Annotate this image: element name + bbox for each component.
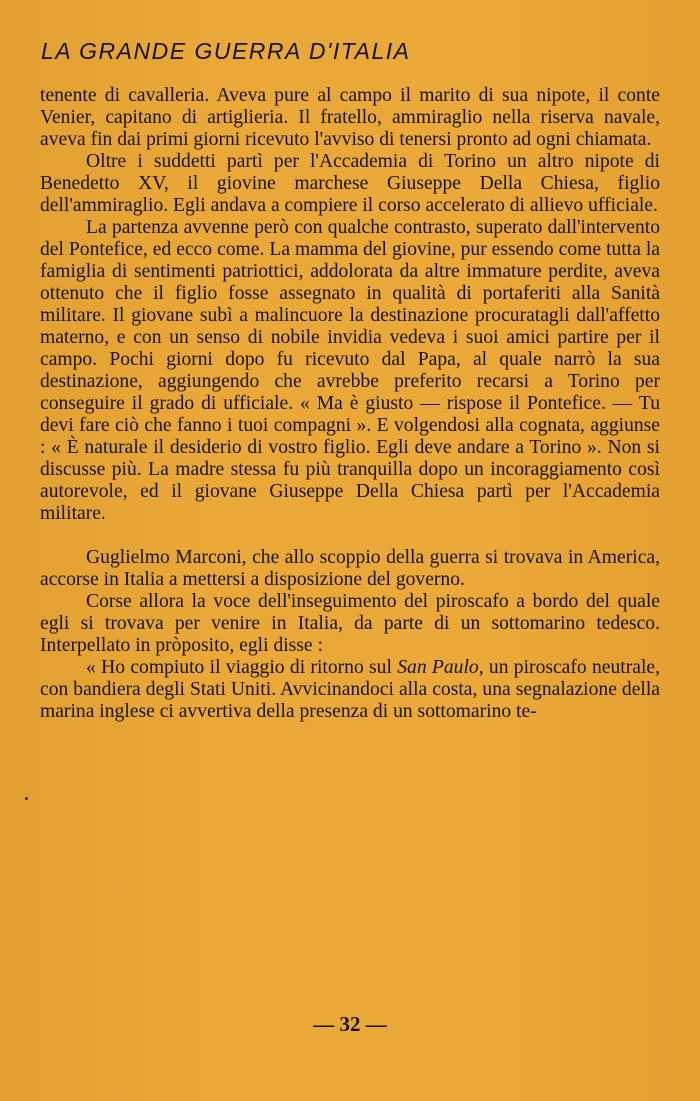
paragraph-6	[40, 657, 660, 723]
page-number: — 32 —	[313, 1012, 387, 1036]
paragraph-6-rest: , un piroscafo neutrale, con bandiera degli Stati Uniti. Avvicinandoci alla costa, una segnalazione della marina inglese ci avvertiva della presenza di un sottomarino te-	[40, 657, 660, 722]
paragraph-6-lead: « Ho compiuto il viaggio di ritorno sul	[86, 657, 398, 678]
paragraph-2: Oltre i suddetti partì per l'Accademia di Torino un altro nipote di Benedetto XV, il giovine marchese Giuseppe Della Chiesa, figlio dell'ammiraglio. Egli andava a compiere il corso accelerato di allievo ufficiale.	[40, 151, 660, 216]
running-title: LA GRANDE GUERRA D'ITALIA	[41, 38, 411, 64]
paragraph-4: Guglielmo Marconi, che allo scoppio della guerra si trovava in America, accorse in Italia a mettersi a disposizione del governo.	[40, 547, 660, 590]
paragraph-1: tenente di cavalleria. Aveva pure al campo il marito di sua nipote, il conte Venier, capitano di artiglieria. Il fratello, ammiraglio nella riserva navale, aveva fin dai primi giorni ricevuto l'avviso di tenersi pronto ad ogni chiamata.	[40, 85, 660, 150]
paper-speck	[25, 797, 28, 800]
paragraph-3: La partenza avvenne però con qualche contrasto, superato dall'intervento del Pontefice, ed ecco come. La mamma del giovine, pur essendo come tutta la famiglia di sentimenti patriottici, addolorata da altre immature perdite, aveva ottenuto che il figlio fosse assegnato in qualità di portaferiti alla Sanità militare. Il giovane subì a malincuore la destinazione procuratagli dall'affetto materno, e con un senso di nobile invidia vedeva i suoi amici partire per il campo. Pochi giorni dopo fu ricevuto dal Papa, al quale narrò la sua destinazione, aggiungendo che avrebbe preferito recarsi a Torino per conseguire il grado di ufficiale. « Ma è giusto — rispose il Pontefice. — Tu devi fare ciò che fanno i tuoi compagni ». E volgendosi alla cognata, aggiunse : « È naturale il desiderio di vostro figlio. Egli deve andare a Torino ». Non si discusse più. La madre stessa fu più tranquilla dopo un incoraggiamento così autorevole, ed il giovane Giuseppe Della Chiesa partì per l'Accademia militare.	[40, 217, 660, 524]
page-body	[40, 85, 660, 723]
ship-name: San Paulo	[397, 657, 479, 678]
paragraph-5: Corse allora la voce dell'inseguimento del piroscafo a bordo del quale egli si trovava per venire in Italia, da parte di un sottomarino tedesco. Interpellato in pròposito, egli disse :	[40, 591, 660, 656]
